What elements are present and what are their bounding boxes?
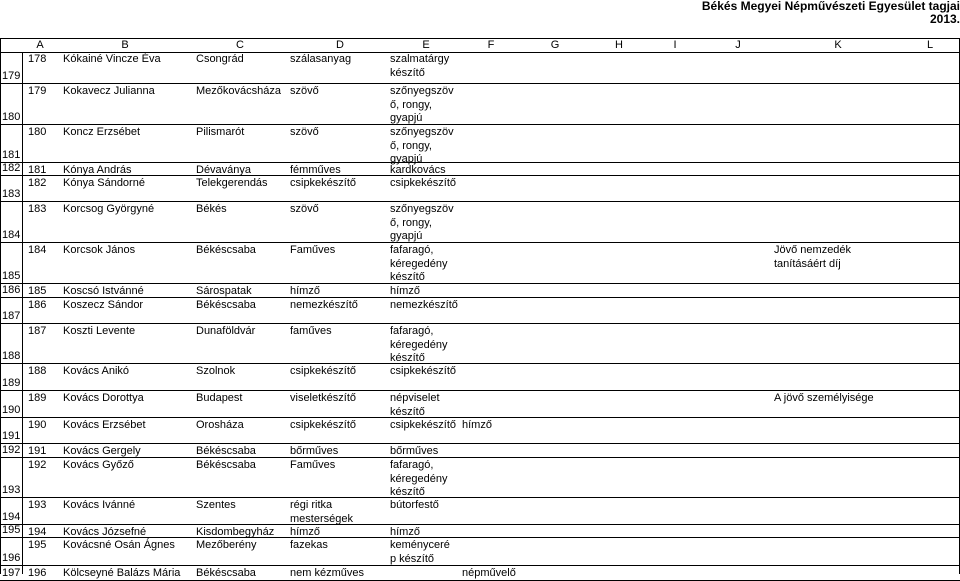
column-header-a[interactable]: A	[36, 39, 44, 51]
member-city[interactable]: Telekgerendás	[196, 177, 268, 189]
member-id[interactable]: 193	[28, 499, 47, 511]
column-header-e[interactable]: E	[422, 39, 430, 51]
member-profession[interactable]: bútorfestő	[390, 499, 439, 511]
member-name[interactable]: Kónya Sándorné	[63, 177, 145, 189]
column-header-j[interactable]: J	[735, 39, 741, 51]
member-category[interactable]: viseletkészítő	[290, 392, 357, 404]
member-profession[interactable]: kardkovács	[390, 164, 446, 176]
member-category[interactable]: fémműves	[290, 164, 341, 176]
member-id[interactable]: 185	[28, 285, 47, 297]
member-category[interactable]: csipkekészítő	[290, 365, 357, 377]
member-id[interactable]: 192	[28, 459, 47, 471]
table-row[interactable]	[0, 364, 960, 391]
table-row[interactable]	[0, 418, 960, 444]
column-header-k[interactable]: K	[834, 39, 842, 51]
member-category[interactable]: szövő	[290, 126, 319, 138]
column-header-d[interactable]: D	[336, 39, 344, 51]
member-id[interactable]: 196	[28, 567, 47, 579]
member-city[interactable]: Budapest	[196, 392, 243, 404]
member-city[interactable]: Békéscsaba	[196, 299, 256, 311]
member-profession[interactable]: szalmatárgy készítő	[390, 53, 450, 79]
row-number[interactable]: 181	[2, 149, 21, 161]
member-category[interactable]: hímző	[290, 526, 320, 538]
member-city[interactable]: Békéscsaba	[196, 567, 256, 579]
table-row[interactable]	[0, 324, 960, 364]
column-header-c[interactable]: C	[236, 39, 244, 51]
column-header-g[interactable]: G	[550, 39, 560, 51]
member-category[interactable]: régi ritka mesterségek	[290, 499, 353, 525]
column-header-l[interactable]: L	[926, 39, 934, 51]
member-category[interactable]: faműves	[290, 325, 332, 337]
column-header-row	[0, 38, 960, 52]
table-row[interactable]	[0, 176, 960, 202]
row-number[interactable]: 183	[2, 188, 21, 200]
member-city[interactable]: Orosháza	[196, 419, 244, 431]
table-row[interactable]	[0, 243, 960, 284]
row-number[interactable]: 192	[2, 444, 21, 456]
member-category[interactable]: csipkekészítő	[290, 177, 357, 189]
member-category[interactable]: Faműves	[290, 459, 336, 471]
table-row[interactable]	[0, 538, 960, 566]
member-name[interactable]: Korcsog Györgyné	[63, 203, 155, 215]
member-profession[interactable]: nemezkészítő	[390, 299, 458, 311]
member-city[interactable]: Békés	[196, 203, 227, 215]
member-name[interactable]: Kovács Józsefné	[63, 526, 147, 538]
member-city[interactable]: Kisdombegyház	[196, 526, 275, 538]
member-name[interactable]: Kónya András	[63, 164, 132, 176]
table-row[interactable]	[0, 52, 960, 84]
member-name[interactable]: Kokavecz Julianna	[63, 85, 155, 97]
member-category[interactable]: bőrműves	[290, 445, 339, 457]
member-category[interactable]: nem kézműves	[290, 567, 364, 579]
table-row[interactable]	[0, 458, 960, 498]
member-city[interactable]: Békéscsaba	[196, 445, 256, 457]
member-name[interactable]: Kovács Dorottya	[63, 392, 144, 404]
member-profession[interactable]: szőnyegszöv ő, rongy, gyapjú	[390, 85, 454, 124]
member-id[interactable]: 178	[28, 53, 47, 65]
row-number[interactable]: 180	[2, 111, 21, 123]
member-name[interactable]: Kölcseyné Balázs Mária	[63, 567, 181, 579]
member-name[interactable]: Kovácsné Osán Ágnes	[63, 539, 175, 551]
table-row[interactable]	[0, 444, 960, 458]
member-city[interactable]: Pilismarót	[196, 126, 245, 138]
table-row[interactable]	[0, 498, 960, 525]
rownum-border	[22, 52, 23, 574]
member-profession[interactable]: fafaragó, kéregedény készítő	[390, 244, 448, 283]
table-row[interactable]	[0, 525, 960, 538]
member-id[interactable]: 194	[28, 526, 47, 538]
table-row[interactable]	[0, 391, 960, 418]
table-row[interactable]	[0, 298, 960, 324]
row-number[interactable]: 196	[2, 552, 21, 564]
member-name[interactable]: Kovács Győző	[63, 459, 134, 471]
member-extra[interactable]: népművelő	[462, 567, 516, 579]
member-id[interactable]: 181	[28, 164, 47, 176]
member-name[interactable]: Kovács Ivánné	[63, 499, 136, 511]
row-number[interactable]: 197	[2, 567, 21, 579]
member-category[interactable]: szálasanyag	[290, 53, 352, 65]
document-year: 2013.	[929, 12, 960, 26]
member-category[interactable]: szövő	[290, 203, 319, 215]
member-city[interactable]: Békéscsaba	[196, 459, 256, 471]
row-number[interactable]: 195	[2, 524, 21, 536]
member-name[interactable]: Koszti Levente	[63, 325, 136, 337]
member-id[interactable]: 180	[28, 126, 47, 138]
member-name[interactable]: Koncz Erzsébet	[63, 126, 141, 138]
row-number[interactable]: 194	[2, 511, 21, 523]
member-profession[interactable]: keményceré p készítő	[390, 539, 450, 565]
member-city[interactable]: Mezőberény	[196, 539, 257, 551]
column-header-h[interactable]: H	[615, 39, 623, 51]
member-id[interactable]: 188	[28, 365, 47, 377]
column-header-f[interactable]: F	[487, 39, 495, 51]
table-row[interactable]	[0, 125, 960, 163]
member-id[interactable]: 179	[28, 85, 47, 97]
row-number[interactable]: 179	[2, 70, 21, 82]
table-row[interactable]	[0, 202, 960, 243]
member-id[interactable]: 184	[28, 244, 47, 256]
column-header-b[interactable]: B	[121, 39, 129, 51]
member-city[interactable]: Szolnok	[196, 365, 236, 377]
member-id[interactable]: 195	[28, 539, 47, 551]
member-profession[interactable]: hímző	[390, 526, 420, 538]
row-number[interactable]: 189	[2, 377, 21, 389]
member-city[interactable]: Szentes	[196, 499, 236, 511]
member-extra[interactable]: hímző	[462, 419, 492, 431]
member-award[interactable]: A jövő személyisége	[774, 392, 874, 404]
member-profession[interactable]: hímző	[390, 285, 420, 297]
member-name[interactable]: Korcsok János	[63, 244, 136, 256]
member-category[interactable]: Faműves	[290, 244, 336, 256]
member-profession[interactable]: népviselet készítő	[390, 392, 440, 418]
member-category[interactable]: fazekas	[290, 539, 328, 551]
member-id[interactable]: 182	[28, 177, 47, 189]
row-number[interactable]: 193	[2, 484, 21, 496]
member-profession[interactable]: fafaragó, kéregedény készítő	[390, 459, 448, 498]
member-profession[interactable]: szőnyegszöv ő, rongy, gyapjú	[390, 203, 454, 242]
row-number[interactable]: 187	[2, 310, 21, 322]
document-title: Békés Megyei Népművészeti Egyesület tagjai	[701, 0, 960, 13]
member-name[interactable]: Koszecz Sándor	[63, 299, 144, 311]
table-row[interactable]	[0, 84, 960, 125]
member-id[interactable]: 190	[28, 419, 47, 431]
member-category[interactable]: hímző	[290, 285, 320, 297]
row-number[interactable]: 188	[2, 350, 21, 362]
row-number[interactable]: 186	[2, 284, 21, 296]
member-city[interactable]: Dévaványa	[196, 164, 252, 176]
member-name[interactable]: Kókainé Vincze Éva	[63, 53, 161, 65]
member-city[interactable]: Dunaföldvár	[196, 325, 256, 337]
row-number[interactable]: 191	[2, 430, 21, 442]
member-id[interactable]: 186	[28, 299, 47, 311]
member-name[interactable]: Kovács Anikó	[63, 365, 130, 377]
member-profession[interactable]: szőnyegszöv ő, rongy, gyapjú	[390, 126, 454, 165]
member-category[interactable]: nemezkészítő	[290, 299, 358, 311]
member-profession[interactable]: bőrműves	[390, 445, 439, 457]
member-profession[interactable]: csipkekészítő	[390, 365, 457, 377]
member-city[interactable]: Sárospatak	[196, 285, 252, 297]
member-name[interactable]: Koscsó Istvánné	[63, 285, 144, 297]
member-id[interactable]: 183	[28, 203, 47, 215]
left-border	[0, 38, 1, 574]
member-profession[interactable]: csipkekészítő	[390, 177, 457, 189]
member-city[interactable]: Békéscsaba	[196, 244, 256, 256]
column-header-i[interactable]: I	[673, 39, 677, 51]
member-category[interactable]: szövő	[290, 85, 319, 97]
member-city[interactable]: Mezőkovácsháza	[196, 85, 281, 97]
member-id[interactable]: 191	[28, 445, 47, 457]
member-category[interactable]: csipkekészítő	[290, 419, 357, 431]
member-name[interactable]: Kovács Gergely	[63, 445, 141, 457]
member-name[interactable]: Kovács Erzsébet	[63, 419, 146, 431]
member-id[interactable]: 189	[28, 392, 47, 404]
member-city[interactable]: Csongrád	[196, 53, 244, 65]
member-profession[interactable]: csipkekészítő	[390, 419, 457, 431]
member-id[interactable]: 187	[28, 325, 47, 337]
row-number[interactable]: 184	[2, 229, 21, 241]
row-number[interactable]: 182	[2, 162, 21, 174]
row-number[interactable]: 185	[2, 270, 21, 282]
member-award[interactable]: Jövő nemzedék tanításáért díj	[774, 244, 852, 270]
row-number[interactable]: 190	[2, 404, 21, 416]
table-row[interactable]	[0, 284, 960, 298]
table-row[interactable]	[0, 163, 960, 176]
member-profession[interactable]: fafaragó, kéregedény készítő	[390, 325, 448, 364]
